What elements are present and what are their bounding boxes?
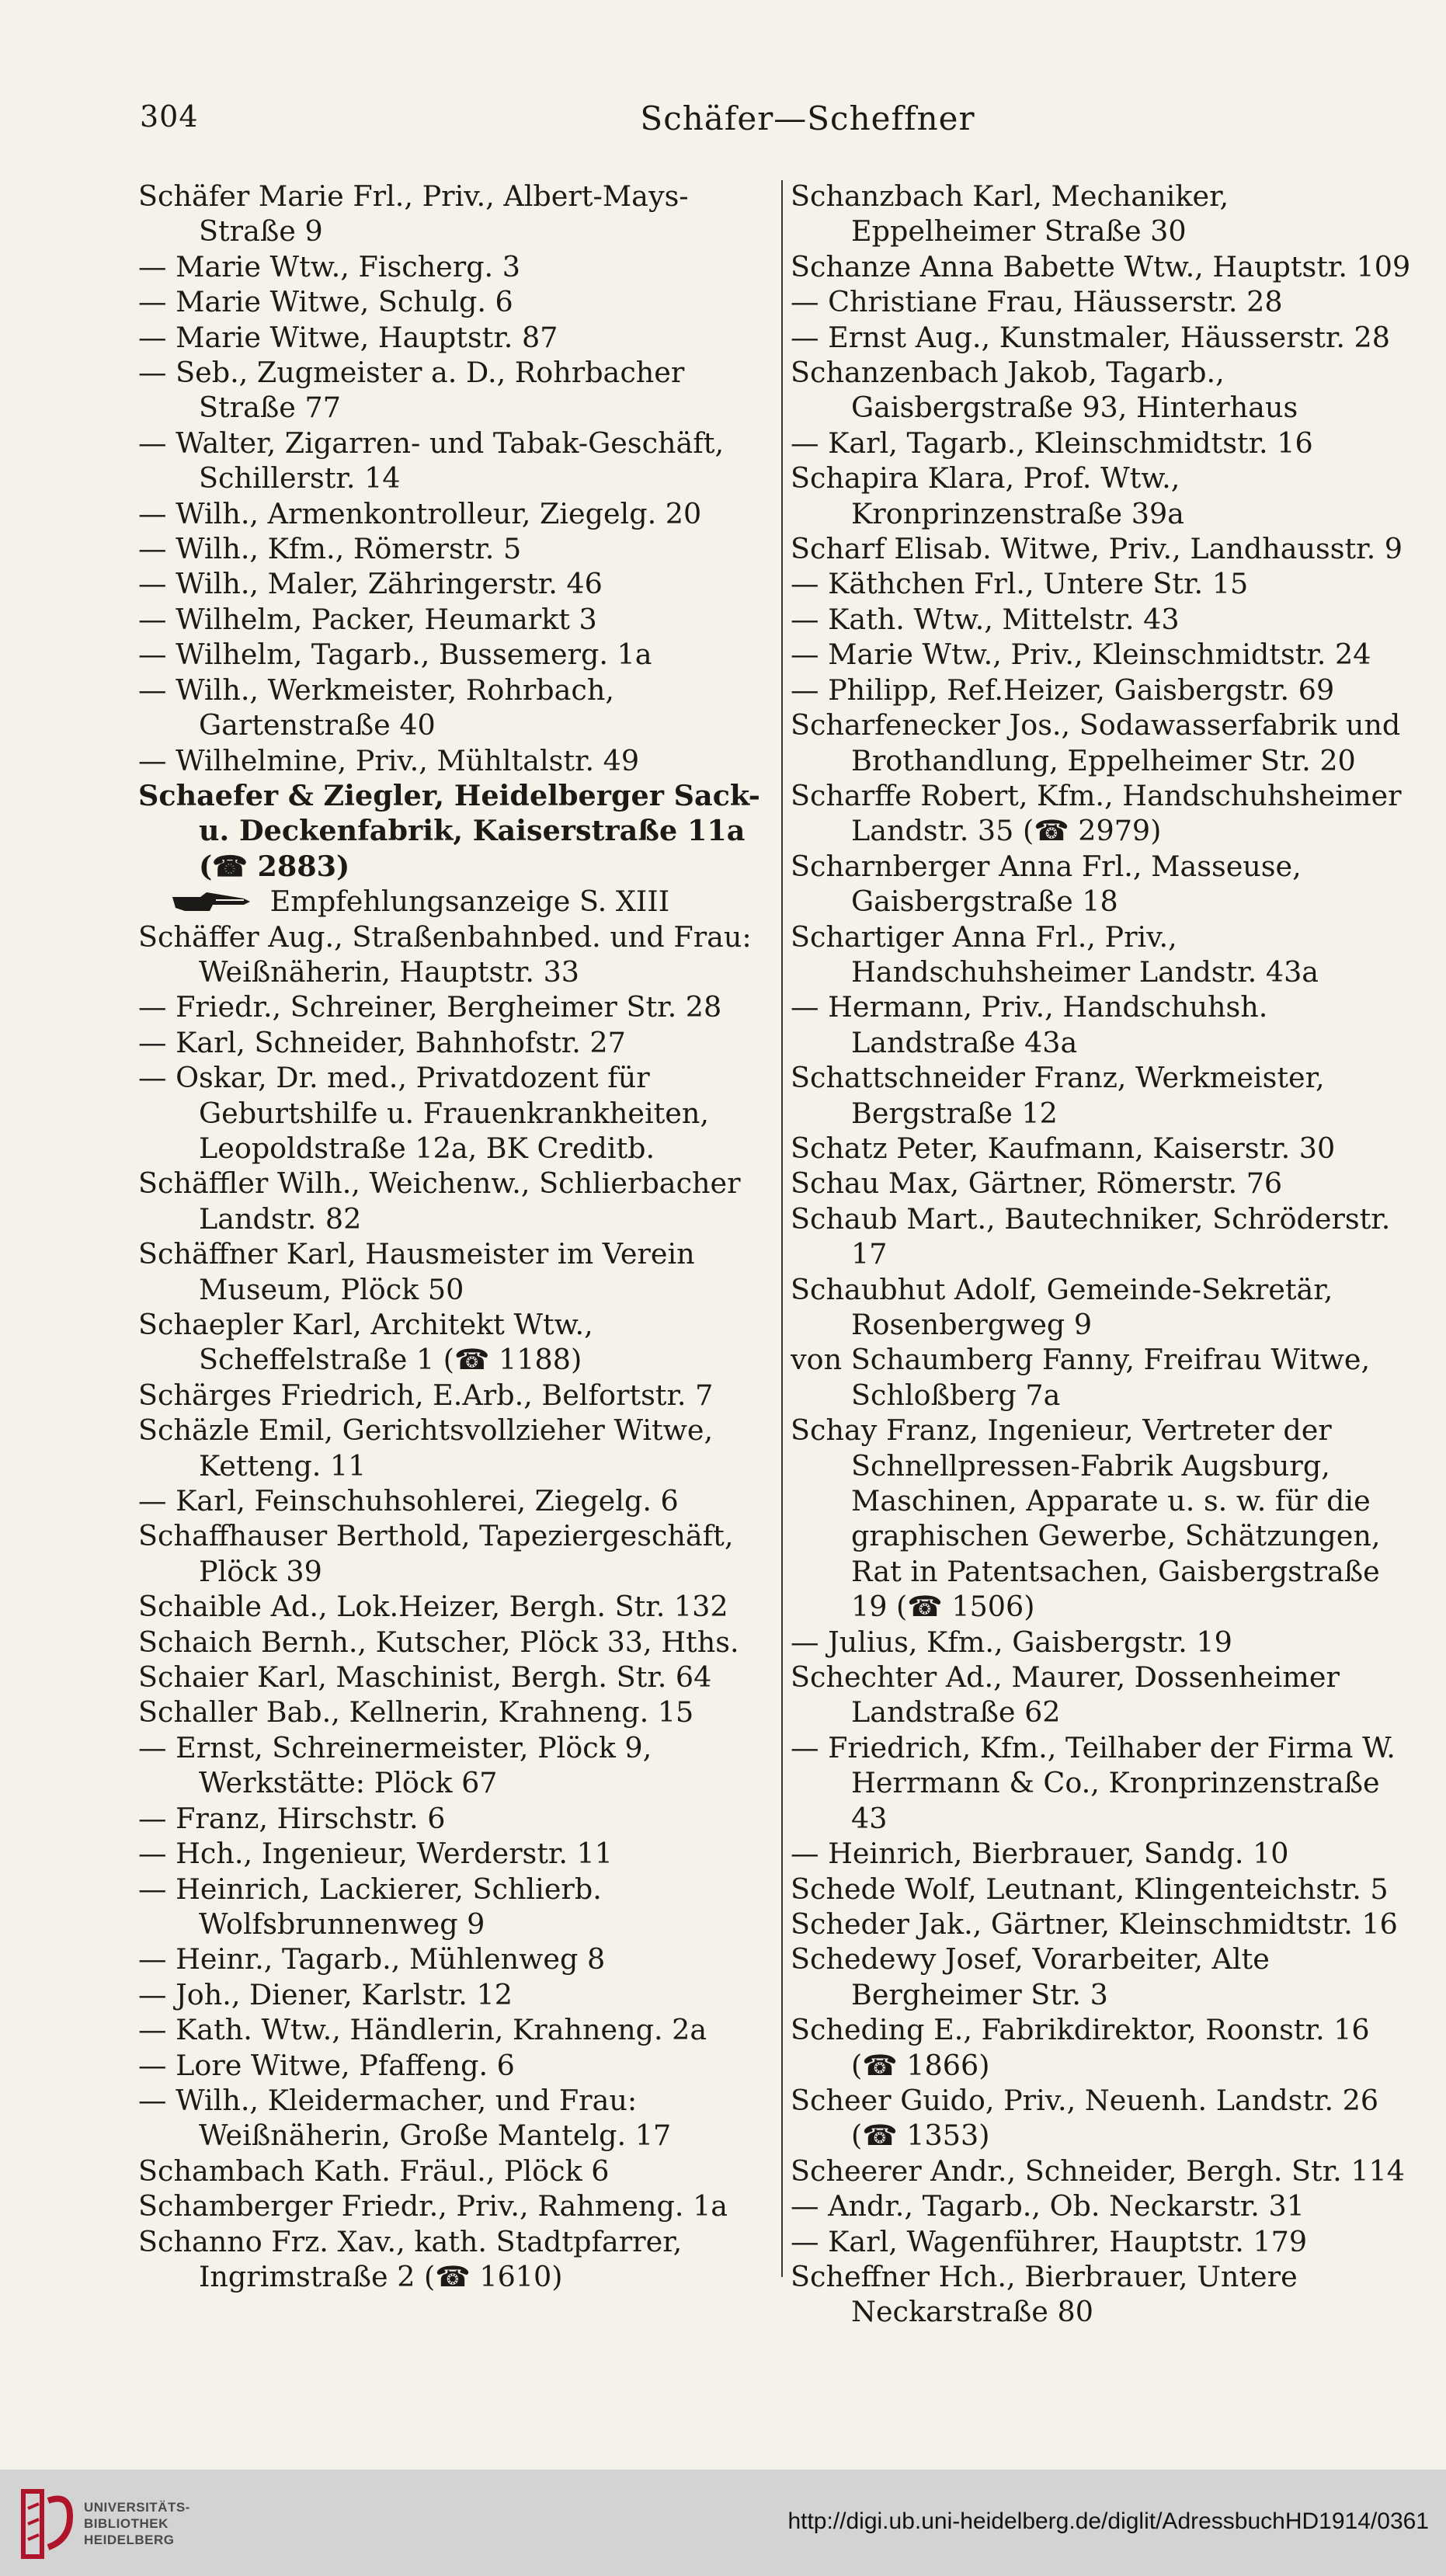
right-column <box>791 179 1418 2330</box>
directory-entry: Schäzle Emil, Gerichtsvollzieher Witwe, Ketteng. 11 <box>138 1413 714 1483</box>
directory-entry: — Friedrich, Kfm., Teilhaber der Firma W. Herrmann & Co., Kronprinzenstraße 43 <box>791 1730 1396 1835</box>
directory-entry: Schaubhut Adolf, Gemeinde-Sekretär, Rosenbergweg 9 <box>791 1272 1333 1341</box>
footer-bar <box>0 2470 1446 2576</box>
directory-entry: Scheffner Hch., Bierbrauer, Untere Neckarstraße 80 <box>791 2259 1298 2329</box>
directory-entry: Schaepler Karl, Architekt Wtw., Scheffelstraße 1 (☎ 1188) <box>138 1308 593 1377</box>
directory-entry: — Marie Wtw., Fischerg. 3 <box>138 249 520 283</box>
directory-entry: Schechter Ad., Maurer, Dossenheimer Landstraße 62 <box>791 1660 1340 1730</box>
directory-entry: — Marie Witwe, Hauptstr. 87 <box>138 320 558 354</box>
pointing-hand-icon <box>169 888 253 916</box>
directory-entry: — Karl, Feinschuhsohlerei, Ziegelg. 6 <box>138 1484 679 1518</box>
column-divider <box>781 180 783 2277</box>
directory-entry: — Joh., Diener, Karlstr. 12 <box>138 1977 513 2011</box>
directory-entry: — Ernst Aug., Kunstmaler, Häusserstr. 28 <box>791 320 1391 354</box>
directory-entry: — Franz, Hirschstr. 6 <box>138 1801 446 1835</box>
page-number: 304 <box>140 99 199 134</box>
directory-entry: Schäffer Aug., Straßenbahnbed. und Frau: Weißnäherin, Hauptstr. 33 <box>138 920 752 989</box>
directory-entry: Schaub Mart., Bautechniker, Schröderstr. 17 <box>791 1201 1391 1271</box>
directory-entry: Schattschneider Franz, Werkmeister, Bergstraße 12 <box>791 1061 1325 1130</box>
bold-entry: Schaefer & Ziegler, Heidelberger Sack- u. Deckenfabrik, Kaiserstraße 11a (☎ 2883) <box>138 778 760 883</box>
pointer-line-text: Empfehlungsanzeige S. XIII <box>269 885 670 919</box>
running-head: Schäfer—Scheffner <box>640 99 975 137</box>
directory-entry: Scheder Jak., Gärtner, Kleinschmidtstr. 16 <box>791 1907 1398 1941</box>
directory-entry: Schedewy Josef, Vorarbeiter, Alte Bergheimer Str. 3 <box>791 1942 1270 2011</box>
directory-entry: Schede Wolf, Leutnant, Klingenteichstr. 5 <box>791 1872 1389 1906</box>
source-url-link[interactable]: http://digi.ub.uni-heidelberg.de/diglit/AdressbuchHD1914/0361 <box>787 2508 1429 2534</box>
directory-entry: Schanze Anna Babette Wtw., Hauptstr. 109 <box>791 249 1411 283</box>
left-entries-group-1 <box>138 179 775 778</box>
directory-entry: Schanzenbach Jakob, Tagarb., Gaisbergstraße 93, Hinterhaus <box>791 356 1298 425</box>
directory-entry: — Wilhelm, Tagarb., Bussemerg. 1a <box>138 638 652 672</box>
directory-entry: Scharffe Robert, Kfm., Handschuhsheimer Landstr. 35 (☎ 2979) <box>791 778 1402 848</box>
directory-entry: — Wilh., Werkmeister, Rohrbach, Gartenstraße 40 <box>138 673 614 742</box>
directory-entry: — Christiane Frau, Häusserstr. 28 <box>791 285 1283 319</box>
directory-entry: — Karl, Wagenführer, Hauptstr. 179 <box>791 2224 1308 2258</box>
directory-entry: — Wilh., Kleidermacher, und Frau: Weißnäherin, Große Mantelg. 17 <box>138 2083 672 2153</box>
directory-entry: — Heinr., Tagarb., Mühlenweg 8 <box>138 1942 606 1976</box>
directory-entry: Scheding E., Fabrikdirektor, Roonstr. 16 (☎ 1866) <box>791 2013 1370 2082</box>
directory-entry: — Karl, Tagarb., Kleinschmidtstr. 16 <box>791 426 1313 460</box>
directory-entry: — Wilhelm, Packer, Heumarkt 3 <box>138 602 597 636</box>
directory-entry: — Kath. Wtw., Mittelstr. 43 <box>791 602 1180 636</box>
university-logo-icon <box>16 2485 78 2563</box>
directory-entry: Schanno Frz. Xav., kath. Stadtpfarrer, Ingrimstraße 2 (☎ 1610) <box>138 2224 683 2293</box>
directory-entry: — Karl, Schneider, Bahnhofstr. 27 <box>138 1025 626 1059</box>
directory-entry: Schaich Bernh., Kutscher, Plöck 33, Hths. <box>138 1625 739 1659</box>
directory-entry: — Friedr., Schreiner, Bergheimer Str. 28 <box>138 990 722 1024</box>
directory-entry: — Marie Wtw., Priv., Kleinschmidtstr. 24 <box>791 638 1371 672</box>
directory-entry: Schärges Friedrich, E.Arb., Belfortstr. 7 <box>138 1378 714 1412</box>
directory-entry: — Andr., Tagarb., Ob. Neckarstr. 31 <box>791 2189 1305 2223</box>
directory-entry: — Wilh., Armenkontrolleur, Ziegelg. 20 <box>138 496 702 530</box>
directory-entry: Schäfer Marie Frl., Priv., Albert-Mays-Straße 9 <box>138 179 689 249</box>
directory-entry: — Marie Witwe, Schulg. 6 <box>138 285 513 319</box>
directory-entry: — Walter, Zigarren- und Tabak-Geschäft, Schillerstr. 14 <box>138 426 725 495</box>
directory-entry: Scharf Elisab. Witwe, Priv., Landhausstr. 9 <box>791 532 1403 566</box>
directory-entry: Schapira Klara, Prof. Wtw., Kronprinzenstraße 39a <box>791 461 1184 530</box>
directory-entry: Schaffhauser Berthold, Tapeziergeschäft, Plöck 39 <box>138 1519 734 1588</box>
directory-entry: Schaller Bab., Kellnerin, Krahneng. 15 <box>138 1695 694 1730</box>
logo-text <box>84 2499 190 2548</box>
left-entries-group-2 <box>138 920 775 2295</box>
directory-entry: Scharfenecker Jos., Sodawasserfabrik und Brothandlung, Eppelheimer Str. 20 <box>791 708 1401 777</box>
directory-entry: Schambach Kath. Fräul., Plöck 6 <box>138 2154 610 2188</box>
directory-entry: — Julius, Kfm., Gaisbergstr. 19 <box>791 1625 1232 1659</box>
directory-entry: — Heinrich, Lackierer, Schlierb. Wolfsbrunnenweg 9 <box>138 1872 602 1941</box>
logo-text-line-1: UNIVERSITÄTS- <box>84 2500 190 2515</box>
directory-entry: Scharnberger Anna Frl., Masseuse, Gaisbergstraße 18 <box>791 849 1302 919</box>
directory-entry: — Hermann, Priv., Handschuhsh. Landstraße 43a <box>791 990 1268 1059</box>
pointer-line <box>138 884 775 919</box>
directory-entry: Schäffner Karl, Hausmeister im Verein Museum, Plöck 50 <box>138 1237 695 1306</box>
directory-entry: Schäffler Wilh., Weichenw., Schlierbacher Landstr. 82 <box>138 1166 741 1236</box>
directory-entry: Schaible Ad., Lok.Heizer, Bergh. Str. 132 <box>138 1590 728 1624</box>
directory-entry: — Heinrich, Bierbrauer, Sandg. 10 <box>791 1837 1289 1871</box>
directory-entry: Scheerer Andr., Schneider, Bergh. Str. 114 <box>791 2154 1406 2188</box>
directory-entry: — Lore Witwe, Pfaffeng. 6 <box>138 2048 515 2082</box>
directory-entry: Schaier Karl, Maschinist, Bergh. Str. 64 <box>138 1660 712 1695</box>
directory-entry: — Ernst, Schreinermeister, Plöck 9, Werkstätte: Plöck 67 <box>138 1730 652 1800</box>
logo-text-line-2: BIBLIOTHEK <box>84 2516 169 2531</box>
directory-entry: Schartiger Anna Frl., Priv., Handschuhsheimer Landstr. 43a <box>791 920 1319 989</box>
directory-entry: — Wilh., Kfm., Römerstr. 5 <box>138 532 522 566</box>
directory-entry: Schamberger Friedr., Priv., Rahmeng. 1a <box>138 2189 728 2223</box>
left-column <box>138 179 775 2294</box>
directory-entry: — Hch., Ingenieur, Werderstr. 11 <box>138 1837 614 1871</box>
right-entries-group <box>791 179 1418 2330</box>
directory-entry: Schau Max, Gärtner, Römerstr. 76 <box>791 1166 1283 1201</box>
directory-entry: — Wilh., Maler, Zähringerstr. 46 <box>138 567 603 601</box>
directory-entry: Schay Franz, Ingenieur, Vertreter der Schnellpressen-Fabrik Augsburg, Maschinen, Apparate u. s. w. für die graphischen Gewerbe, Schätzungen, Rat in Patentsachen, Gaisbergstraße 19 (☎ 1506) <box>791 1413 1381 1624</box>
directory-entry: — Kath. Wtw., Händlerin, Krahneng. 2a <box>138 2013 707 2047</box>
directory-entry: Schanzbach Karl, Mechaniker, Eppelheimer Straße 30 <box>791 179 1229 249</box>
directory-entry: von Schaumberg Fanny, Freifrau Witwe, Schloßberg 7a <box>791 1343 1371 1412</box>
directory-entry: — Philipp, Ref.Heizer, Gaisbergstr. 69 <box>791 673 1335 707</box>
directory-entry: — Oskar, Dr. med., Privatdozent für Geburtshilfe u. Frauenkrankheiten, Leopoldstraße 12a, BK Creditb. <box>138 1061 710 1165</box>
directory-entry: Schatz Peter, Kaufmann, Kaiserstr. 30 <box>791 1131 1336 1165</box>
directory-entry: — Seb., Zugmeister a. D., Rohrbacher Straße 77 <box>138 356 685 425</box>
directory-entry: — Käthchen Frl., Untere Str. 15 <box>791 567 1249 601</box>
page-header <box>140 99 1398 146</box>
logo-text-line-3: HEIDELBERG <box>84 2533 175 2547</box>
directory-entry: Scheer Guido, Priv., Neuenh. Landstr. 26 (☎ 1353) <box>791 2083 1379 2153</box>
directory-entry: — Wilhelmine, Priv., Mühltalstr. 49 <box>138 743 640 777</box>
